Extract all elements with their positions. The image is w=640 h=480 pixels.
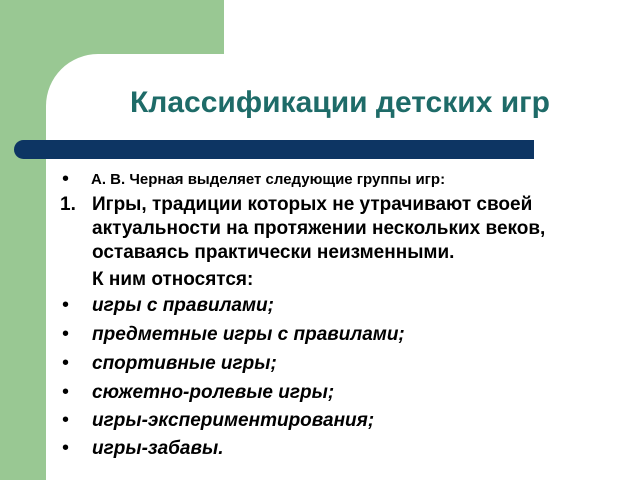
list-item: сюжетно-ролевые игры; bbox=[92, 382, 335, 403]
list-item: игры-экспериментирования; bbox=[92, 410, 375, 431]
bullet-icon: • bbox=[62, 168, 70, 190]
point-number: 1. bbox=[60, 194, 76, 215]
bullet-icon: • bbox=[62, 437, 70, 459]
point-line-2: актуальности на протяжении нескольких веков, bbox=[92, 218, 546, 239]
bullet-icon: • bbox=[62, 381, 70, 403]
slide-title: Классификации детских игр bbox=[130, 86, 550, 119]
intro-text: А. В. Черная выделяет следующие группы игр: bbox=[91, 171, 446, 188]
list-item: спортивные игры; bbox=[92, 353, 277, 374]
sub-heading: К ним относятся: bbox=[92, 269, 254, 290]
point-line-1: Игры, традиции которых не утрачивают своей bbox=[92, 194, 533, 215]
bullet-icon: • bbox=[62, 323, 70, 345]
list-item: игры с правилами; bbox=[92, 295, 274, 316]
list-item: игры-забавы. bbox=[92, 438, 224, 459]
bullet-icon: • bbox=[62, 409, 70, 431]
bullet-icon: • bbox=[62, 294, 70, 316]
list-item: предметные игры с правилами; bbox=[92, 324, 405, 345]
point-line-3: оставаясь практически неизменными. bbox=[92, 242, 455, 263]
bullet-icon: • bbox=[62, 352, 70, 374]
